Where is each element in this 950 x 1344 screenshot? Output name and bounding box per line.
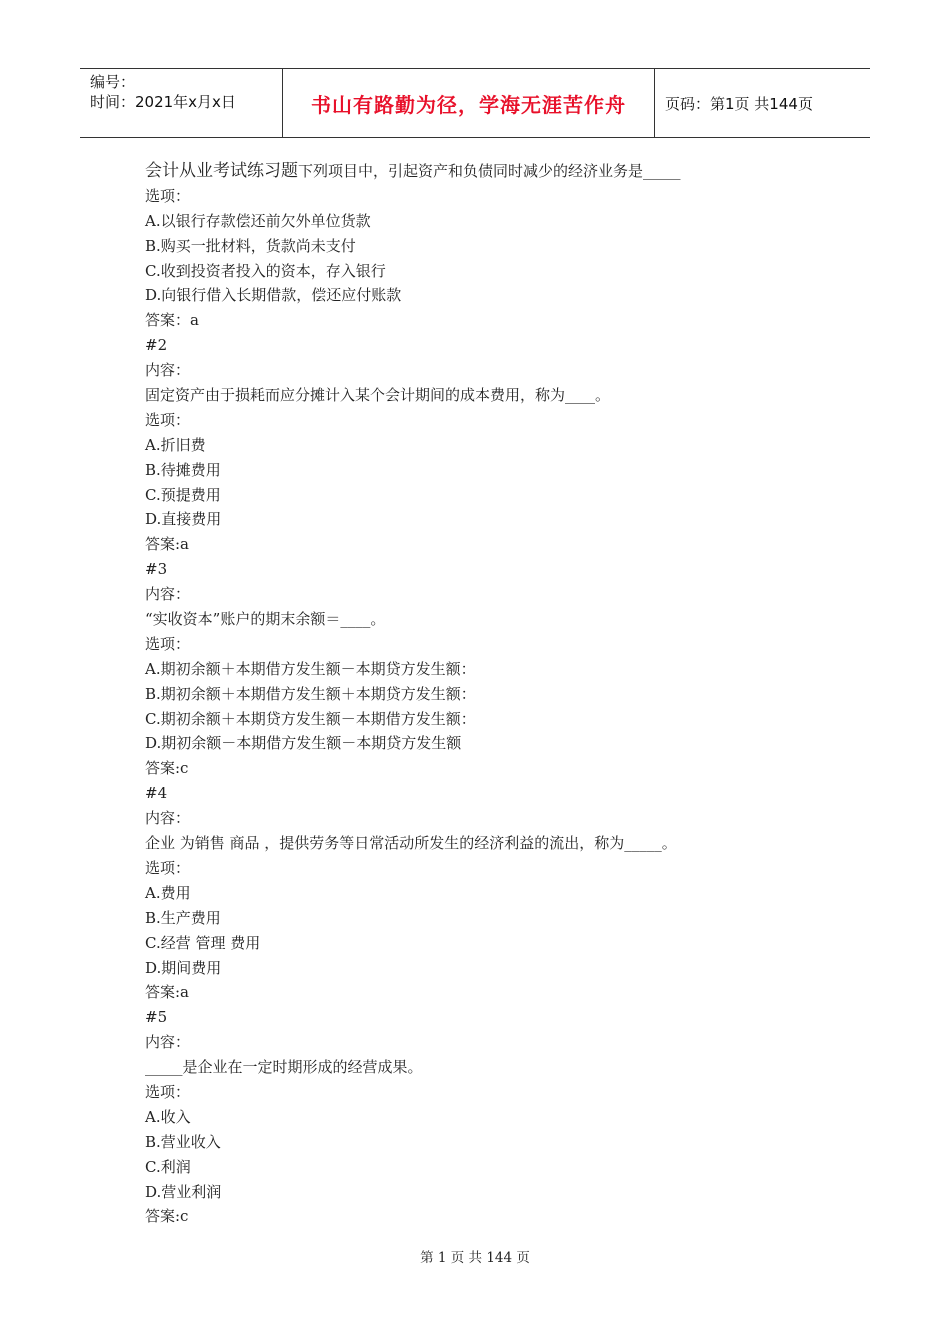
text-line: 内容：	[145, 1033, 191, 1052]
page-footer: 第 1 页 共 144 页	[420, 1250, 530, 1266]
text-line: D.期初余额－本期借方发生额－本期贷方发生额	[145, 734, 462, 753]
text-line: C.收到投资者投入的资本，存入银行	[145, 261, 386, 280]
answer-line: 答案：a	[145, 311, 199, 330]
text-line: B.生产费用	[145, 908, 221, 927]
text-line: C.经营 管理 费用	[145, 933, 261, 952]
header-page-info: 页码：第1页 共144页	[665, 94, 813, 113]
question-number: #2	[145, 336, 168, 355]
header-meta	[80, 69, 282, 137]
document-body	[145, 159, 845, 1229]
text-line: 内容：	[145, 585, 191, 604]
question-number: #3	[145, 560, 168, 579]
time-label: 时间：2021年x月x日	[90, 93, 236, 111]
document-title: 会计从业考试练习题	[145, 161, 298, 181]
text-line: B.待摊费用	[145, 460, 221, 479]
text-line: A.以银行存款偿还前欠外单位货款	[145, 211, 371, 230]
question-1-stem	[145, 159, 845, 184]
question-1-text: 下列项目中，引起资产和负债同时减少的经济业务是_____	[298, 162, 681, 180]
text-line: B.营业收入	[145, 1132, 221, 1151]
text-line: 选项：	[145, 186, 191, 205]
answer-line: 答案:c	[145, 1207, 189, 1226]
text-line: “实收资本”账户的期末余额＝____。	[145, 610, 386, 629]
text-line: A.折旧费	[145, 435, 206, 454]
text-line: 选项：	[145, 858, 191, 877]
text-line: C.期初余额＋本期贷方发生额－本期借方发生额：	[145, 709, 476, 728]
text-line: 内容：	[145, 361, 191, 380]
text-line: 固定资产由于损耗而应分摊计入某个会计期间的成本费用，称为____。	[145, 386, 611, 405]
header-motto: 书山有路勤为径，学海无涯苦作舟	[282, 69, 655, 137]
text-line: D.期间费用	[145, 958, 222, 977]
serial-label: 编号：	[90, 73, 136, 91]
text-line: 选项：	[145, 1082, 191, 1101]
answer-line: 答案:a	[145, 535, 189, 554]
text-line: C.预提费用	[145, 485, 221, 504]
text-line: 选项：	[145, 410, 191, 429]
text-line: B.期初余额＋本期借方发生额＋本期贷方发生额：	[145, 684, 476, 703]
page-header	[80, 68, 870, 138]
text-line: 内容：	[145, 809, 191, 828]
text-line: C.利润	[145, 1157, 191, 1176]
text-line: D.向银行借入长期借款，偿还应付账款	[145, 286, 402, 305]
text-line: B.购买一批材料，货款尚未支付	[145, 236, 356, 255]
question-number: #5	[145, 1008, 168, 1027]
answer-line: 答案:a	[145, 983, 189, 1002]
question-number: #4	[145, 784, 168, 803]
text-line: _____是企业在一定时期形成的经营成果。	[145, 1058, 423, 1077]
text-line: D.营业利润	[145, 1182, 222, 1201]
answer-line: 答案:c	[145, 759, 189, 778]
text-line: 选项：	[145, 634, 191, 653]
text-line: D.直接费用	[145, 510, 222, 529]
text-line: A.期初余额＋本期借方发生额－本期贷方发生额：	[145, 659, 476, 678]
text-line: A.费用	[145, 883, 191, 902]
text-line: A.收入	[145, 1107, 191, 1126]
text-line: 企业 为销售 商品 ，提供劳务等日常活动所发生的经济利益的流出，称为_____。	[145, 834, 677, 853]
